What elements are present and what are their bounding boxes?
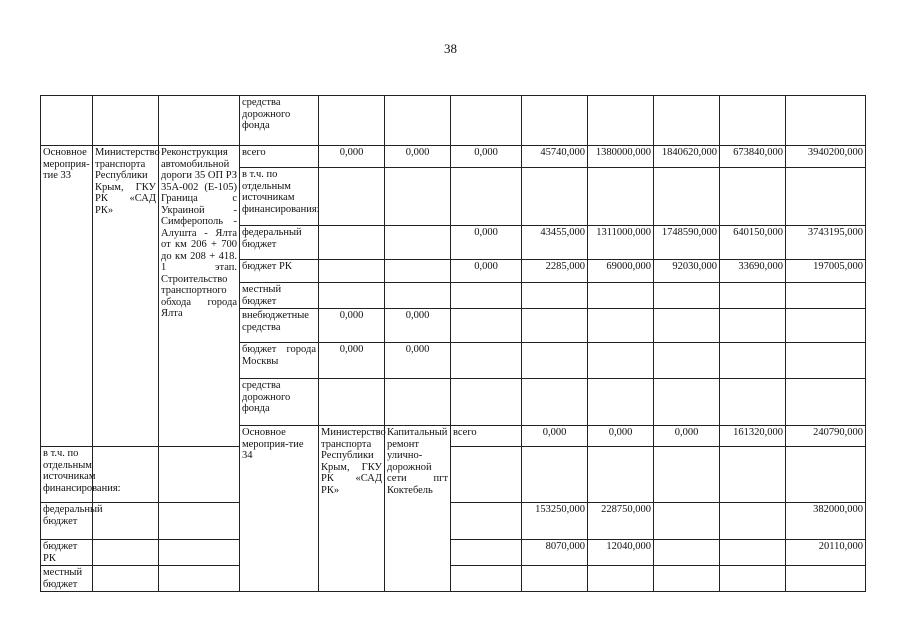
table-cell: 69000,000	[588, 260, 654, 283]
table-cell: 33690,000	[720, 260, 786, 283]
table-cell: 0,000	[385, 343, 451, 379]
source-label: местный бюджет	[41, 566, 93, 592]
table-row	[41, 540, 866, 566]
table-cell	[451, 503, 522, 540]
source-label: бюджет города Москвы	[240, 343, 319, 379]
table-cell	[319, 260, 385, 283]
table-cell: 92030,000	[654, 260, 720, 283]
table-row	[41, 447, 866, 503]
table-cell: 45740,000	[522, 146, 588, 168]
table-cell: 3940200,000	[786, 146, 866, 168]
table-row	[41, 96, 866, 146]
table-row	[41, 503, 866, 540]
page-number: 38	[444, 41, 457, 56]
table-cell: 228750,000	[588, 503, 654, 540]
table-row	[41, 146, 866, 168]
table-cell: 3743195,000	[786, 226, 866, 260]
event-name: Основное мероприя-тие 33	[41, 146, 93, 447]
source-label-line: в т.ч. по	[242, 169, 278, 180]
table-cell: 197005,000	[786, 260, 866, 283]
table-cell: 0,000	[319, 309, 385, 343]
table-cell	[159, 503, 240, 540]
source-label: бюджет РК	[240, 260, 319, 283]
source-label-line: в т.ч. по	[43, 448, 79, 459]
table-cell: 2285,000	[522, 260, 588, 283]
source-label: местный бюджет	[240, 283, 319, 309]
source-label: всего	[451, 426, 522, 447]
table-cell: 0,000	[385, 146, 451, 168]
event-description: Капитальный ремонт улично-дорожной сети пгт Коктебель	[385, 426, 451, 592]
table-cell	[385, 260, 451, 283]
table-cell: 0,000	[654, 426, 720, 447]
table-cell	[720, 503, 786, 540]
event-executor: Министерство транспорта Республики Крым, ГКУ РК «САД РК»	[319, 426, 385, 592]
event-executor: Министерство транспорта Республики Крым, ГКУ РК «САД РК»	[93, 146, 159, 447]
event-name: Основное мероприя-тие 34	[240, 426, 319, 592]
table-cell	[93, 540, 159, 566]
table-cell: 43455,000	[522, 226, 588, 260]
table-cell: 0,000	[588, 426, 654, 447]
table-row	[41, 566, 866, 592]
table-cell	[159, 540, 240, 566]
table-cell: 240790,000	[786, 426, 866, 447]
table-cell: 673840,000	[720, 146, 786, 168]
table-cell: 0,000	[385, 309, 451, 343]
table-cell	[654, 540, 720, 566]
table-cell: 1840620,000	[654, 146, 720, 168]
table-cell	[451, 540, 522, 566]
event-description: Реконструкция автомобильной дороги 35 ОП РЗ 35А-002 (Е-105) Граница с Украиной - Симферополь - Алушта - Ялта от км 206 + 700 до км 208 + 418. 1 этап. Строительство транспортного обхода города Ялта	[159, 146, 240, 447]
source-label	[41, 447, 121, 503]
table-cell: 0,000	[451, 146, 522, 168]
table-cell	[385, 226, 451, 260]
source-label-line: отдельным источникам финансирования:	[43, 459, 121, 494]
budget-table	[40, 95, 866, 592]
table-cell: 1748590,000	[654, 226, 720, 260]
table-cell: 382000,000	[786, 503, 866, 540]
source-label: внебюджетные средства	[240, 309, 319, 343]
table-cell: 1311000,000	[588, 226, 654, 260]
table-cell: 8070,000	[522, 540, 588, 566]
table-cell	[720, 540, 786, 566]
table-cell	[654, 503, 720, 540]
source-label: средства дорожного фонда	[240, 379, 319, 426]
table-cell	[319, 226, 385, 260]
table-cell: 0,000	[451, 226, 522, 260]
table-cell: 0,000	[522, 426, 588, 447]
source-label: бюджет РК	[41, 540, 93, 566]
source-label: всего	[240, 146, 319, 168]
source-label: федеральный бюджет	[240, 226, 319, 260]
table-cell: 1380000,000	[588, 146, 654, 168]
table-cell: 0,000	[319, 343, 385, 379]
source-label-line: отдельным источникам финансирования:	[242, 180, 320, 215]
table-cell: 153250,000	[522, 503, 588, 540]
table-cell: 0,000	[319, 146, 385, 168]
source-label: федеральный бюджет	[41, 503, 93, 540]
table-cell: 0,000	[451, 260, 522, 283]
table-cell: 640150,000	[720, 226, 786, 260]
table-cell: 12040,000	[588, 540, 654, 566]
table-cell: 161320,000	[720, 426, 786, 447]
table-cell: 20110,000	[786, 540, 866, 566]
source-label: средства дорожного фонда	[240, 96, 319, 146]
source-label	[240, 168, 319, 226]
